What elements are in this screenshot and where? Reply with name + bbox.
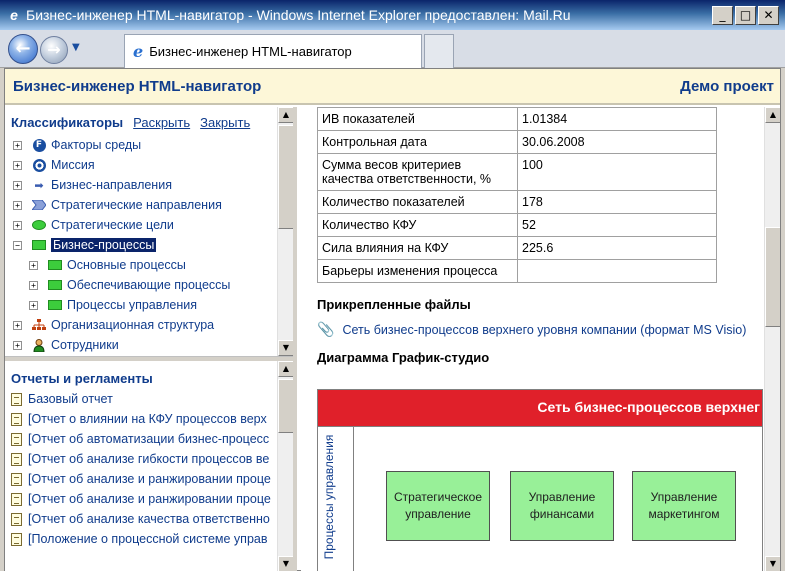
property-key: Барьеры изменения процесса (318, 260, 518, 283)
green-box-icon (47, 298, 63, 312)
attachment-link[interactable]: Сеть бизнес-процессов верхнего уровня компании (формат MS Visio) (342, 323, 747, 337)
tree-item-label: Стратегические направления (51, 198, 222, 212)
document-icon (11, 473, 22, 486)
swimlane-label-cell (318, 427, 354, 571)
report-item[interactable] (11, 429, 271, 449)
window-controls (712, 6, 779, 25)
document-icon (11, 453, 22, 466)
collapse-toggle[interactable]: − (13, 241, 22, 250)
tree-item-business-processes[interactable] (13, 235, 230, 255)
tree-item-mission[interactable] (13, 155, 230, 175)
classifiers-scrollbar[interactable] (277, 107, 293, 356)
expand-toggle[interactable]: + (29, 301, 38, 310)
report-item-label: Базовый отчет (28, 392, 113, 406)
tree-item-org-structure[interactable] (13, 315, 230, 335)
close-button[interactable]: ✕ (758, 6, 779, 25)
process-box-marketing[interactable]: Управление маркетингом (632, 471, 736, 541)
details-content (317, 107, 757, 365)
person-icon (31, 338, 47, 352)
classifiers-heading: Классификаторы (11, 115, 124, 130)
reports-heading: Отчеты и регламенты (11, 371, 153, 386)
reports-pane (5, 361, 293, 571)
green-box-icon (47, 278, 63, 292)
properties-table (317, 107, 717, 283)
report-item[interactable] (11, 509, 271, 529)
property-key: ИВ показателей (318, 108, 518, 131)
maximize-button[interactable]: □ (735, 6, 756, 25)
web-page (4, 68, 781, 571)
property-value: 52 (518, 214, 717, 237)
table-row (318, 108, 717, 131)
diagram-title: Сеть бизнес-процессов верхнег (318, 390, 763, 426)
property-key: Контрольная дата (318, 131, 518, 154)
classifiers-header (11, 115, 250, 130)
tree-item-strategic-directions[interactable] (13, 195, 230, 215)
history-dropdown-icon[interactable]: ▼ (72, 42, 80, 53)
table-row (318, 214, 717, 237)
tree-item-main-processes[interactable] (13, 255, 230, 275)
classifiers-pane (5, 107, 293, 357)
forward-button[interactable]: → (40, 36, 68, 64)
factor-f-icon: F (31, 138, 47, 152)
tree-item-strategic-goals[interactable] (13, 215, 230, 235)
tree-item-label: Сотрудники (51, 338, 119, 352)
swimlane-label: Процессы управления (322, 434, 336, 560)
tree-item-label: Процессы управления (67, 298, 197, 312)
table-row (318, 131, 717, 154)
table-row (318, 260, 717, 283)
tree-item-label: Организационная структура (51, 318, 215, 332)
document-icon (11, 413, 22, 426)
report-item-label: [Отчет об анализе гибкости процессов ве (28, 452, 270, 466)
expand-toggle[interactable]: + (13, 201, 22, 210)
process-diagram[interactable] (317, 389, 763, 571)
swimlane (318, 426, 763, 571)
expand-all-link[interactable]: Раскрыть (133, 115, 191, 130)
report-item[interactable] (11, 389, 271, 409)
tree-item-label: Основные процессы (67, 258, 186, 272)
reports-list (11, 389, 271, 549)
process-box-strategic[interactable]: Стратегическое управление (386, 471, 490, 541)
scroll-thumb[interactable] (278, 125, 293, 229)
document-icon (11, 433, 22, 446)
paperclip-icon: 📎 (317, 322, 335, 338)
expand-toggle[interactable]: + (13, 321, 22, 330)
scroll-down-button[interactable]: ▼ (278, 340, 293, 356)
back-button[interactable]: ← (8, 34, 38, 64)
scroll-down-button[interactable]: ▼ (278, 556, 293, 571)
report-item[interactable] (11, 529, 271, 549)
green-oval-icon (31, 218, 47, 232)
expand-toggle[interactable]: + (13, 221, 22, 230)
chevron-shape-icon (31, 198, 47, 212)
ie-app-icon: e (10, 7, 18, 23)
tree-item-label: Факторы среды (51, 138, 142, 152)
table-row (318, 237, 717, 260)
target-icon (31, 158, 47, 172)
arrow-right-icon: ➡ (34, 178, 44, 192)
property-value: 100 (518, 154, 717, 191)
tree-item-label: Стратегические цели (51, 218, 174, 232)
tree-item-environment-factors[interactable] (13, 135, 230, 155)
scroll-up-button[interactable]: ▲ (765, 107, 780, 123)
document-icon (11, 493, 22, 506)
ie-tab-icon: e (133, 42, 144, 61)
tree-item-label: Миссия (51, 158, 95, 172)
process-box-finance[interactable]: Управление финансами (510, 471, 614, 541)
tree-item-business-directions[interactable] (13, 175, 230, 195)
scroll-thumb[interactable] (278, 379, 293, 433)
table-row (318, 154, 717, 191)
property-key: Сила влияния на КФУ (318, 237, 518, 260)
scroll-down-button[interactable]: ▼ (765, 556, 780, 571)
expand-toggle[interactable]: + (13, 161, 22, 170)
scroll-up-button[interactable]: ▲ (278, 107, 293, 123)
report-item-label: [Положение о процессной системе управ (28, 532, 268, 546)
diagram-heading: Диаграмма График-студио (317, 350, 490, 365)
property-value: 1.01384 (518, 108, 717, 131)
report-item[interactable] (11, 489, 271, 509)
table-row (318, 191, 717, 214)
details-panel (301, 107, 780, 571)
property-value (518, 260, 717, 283)
attachment-item[interactable] (317, 322, 757, 338)
details-scrollbar[interactable] (764, 107, 780, 571)
attachments-heading: Прикрепленные файлы (317, 297, 471, 312)
property-value: 178 (518, 191, 717, 214)
property-key: Сумма весов критериев качества ответственности, % (318, 154, 518, 191)
tree-item-label: Бизнес-направления (51, 178, 172, 192)
new-tab-button[interactable] (424, 34, 454, 68)
tree-item-support-processes[interactable] (13, 275, 230, 295)
expand-toggle[interactable]: + (29, 261, 38, 270)
property-value: 30.06.2008 (518, 131, 717, 154)
report-item-label: [Отчет об анализе и ранжировании проце (28, 492, 271, 506)
tree-item-label: Обеспечивающие процессы (67, 278, 231, 292)
window-title: Бизнес-инженер HTML-навигатор - Windows Internet Explorer предоставлен: Mail.Ru (26, 7, 571, 23)
expand-toggle[interactable]: + (13, 181, 22, 190)
report-item[interactable] (11, 469, 271, 489)
property-value: 225.6 (518, 237, 717, 260)
scroll-up-button[interactable]: ▲ (278, 361, 293, 377)
minimize-button[interactable]: _ (712, 6, 733, 25)
browser-tab-label: Бизнес-инженер HTML-навигатор (149, 44, 352, 59)
tree-item-management-processes[interactable] (13, 295, 230, 315)
project-name: Демо проект (680, 77, 774, 95)
expand-toggle[interactable]: + (13, 341, 22, 350)
expand-toggle[interactable]: + (29, 281, 38, 290)
collapse-all-link[interactable]: Закрыть (200, 115, 251, 130)
report-item-label: [Отчет об анализе и ранжировании проце (28, 472, 271, 486)
property-key: Количество показателей (318, 191, 518, 214)
scroll-thumb[interactable] (765, 227, 780, 327)
report-item-label: [Отчет о влиянии на КФУ процессов верх (28, 412, 267, 426)
browser-tab[interactable] (124, 34, 422, 68)
tree-item-label: Бизнес-процессы (53, 238, 155, 252)
property-key: Количество КФУ (318, 214, 518, 237)
org-chart-icon (31, 318, 47, 332)
report-item-label: [Отчет об анализе качества ответственно (28, 512, 270, 526)
document-icon (11, 513, 22, 526)
green-box-icon (47, 258, 63, 272)
page-title: Бизнес-инженер HTML-навигатор (13, 77, 262, 95)
document-icon (11, 393, 22, 406)
classifiers-tree (13, 135, 230, 355)
report-item[interactable] (11, 449, 271, 469)
report-item[interactable] (11, 409, 271, 429)
expand-toggle[interactable]: + (13, 141, 22, 150)
page-header (5, 69, 780, 105)
left-panel (5, 107, 297, 571)
report-item-label: [Отчет об автоматизации бизнес-процесс (28, 432, 270, 446)
tree-item-employees[interactable] (13, 335, 230, 355)
reports-scrollbar[interactable] (277, 361, 293, 571)
window-title-bar[interactable] (0, 0, 785, 30)
green-box-icon (31, 238, 47, 252)
document-icon (11, 533, 22, 546)
